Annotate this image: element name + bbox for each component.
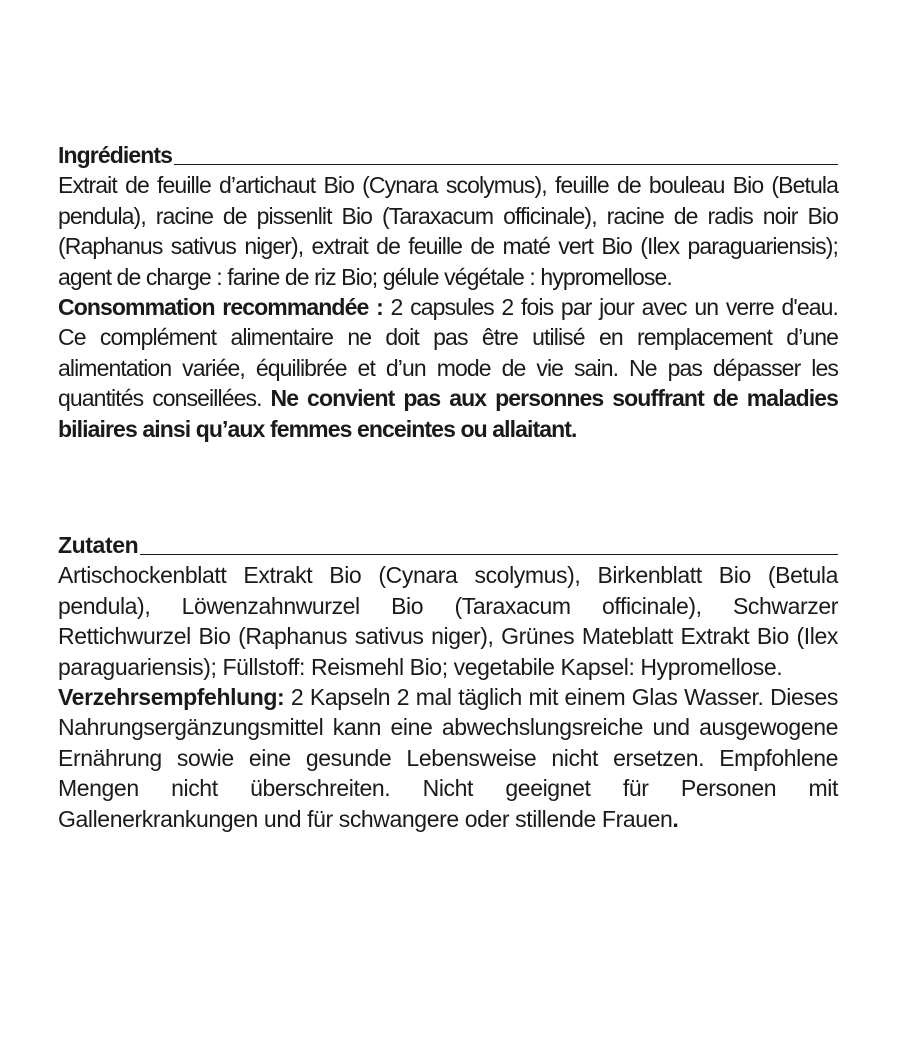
french-usage-label: Consommation recommandée : [58,294,383,321]
french-section [58,140,838,444]
german-usage-text: 2 Kapseln 2 mal täglich mit einem Glas Wasser. Dieses Nahrungsergänzungsmittel kann eine abwechslungsreiche und ausgewogene Ernährung sowie eine gesunde Lebensweise nicht ersetzen. Empfohlene Mengen nicht überschreiten. Nicht geeignet für Personen mit Gallenerkrankungen und für schwangere oder stillende Frauen [58,684,838,832]
german-usage [58,682,838,834]
french-ingredients-text: Extrait de feuille d’artichaut Bio (Cynara scolymus), feuille de bouleau Bio (Betula pendula), racine de pissenlit Bio (Taraxacum officinale), racine de radis noir Bio (Raphanus sativus niger), extrait de feuille de maté vert Bio (Ilex paraguariensis); agent de charge : farine de riz Bio; gélule végétale : hypromellose. [58,172,838,290]
german-usage-label: Verzehrsempfehlung: [58,684,285,711]
french-usage [58,292,838,444]
french-heading-row [58,140,838,170]
german-ingredients-text: Artischockenblatt Extrakt Bio (Cynara scolymus), Birkenblatt Bio (Betula pendula), Löwenzahnwurzel Bio (Taraxacum officinale), Schwarzer Rettichwurzel Bio (Raphanus sativus niger), Grünes Mateblatt Extrakt Bio (Ilex paraguariensis); Füllstoff: Reismehl Bio; vegetabile Kapsel: Hypromellose. [58,562,838,680]
german-heading: Zutaten [58,532,139,558]
french-usage-text: 2 capsules 2 fois par jour avec un verre d'eau. Ce complément alimentaire ne doit pas être utilisé en remplacement d’une alimentation variée, équilibrée et d’un mode de vie sain. Ne pas dépasser les quantités conseillées. [58,294,838,412]
german-end-mark: . [672,805,679,832]
french-warning: Ne convient pas aux personnes souffrant de maladies biliaires ainsi qu’aux femmes enceintes ou allaitant. [58,385,838,442]
german-section [58,530,838,834]
french-ingredients [58,170,838,292]
french-heading-rule [174,164,838,165]
german-ingredients [58,560,838,682]
german-heading-rule [140,554,838,555]
french-heading: Ingrédients [58,142,173,168]
german-heading-row [58,530,838,560]
